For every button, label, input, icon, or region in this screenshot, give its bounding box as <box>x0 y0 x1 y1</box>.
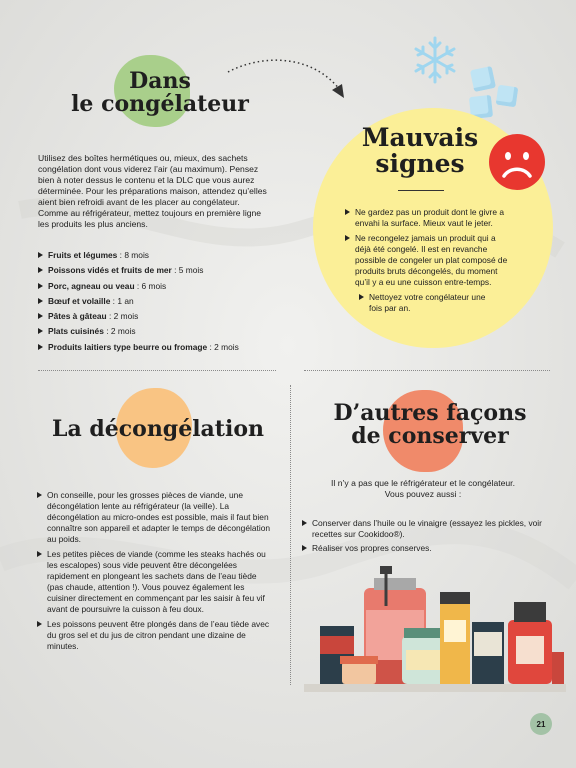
other-ways-title-line2: de conserver <box>351 423 509 450</box>
ice-cube-icon <box>470 66 496 92</box>
title-underline <box>398 190 444 191</box>
bad-signs-title-line1: Mauvais <box>361 123 479 152</box>
list-item: Plats cuisinés : 2 mois <box>38 326 288 337</box>
other-ways-title-line1: D’autres façons <box>333 400 527 426</box>
ice-cube-icon <box>496 85 519 108</box>
thawing-list <box>37 490 272 652</box>
list-item: Fruits et légumes : 8 mois <box>38 250 288 261</box>
list-item: On conseille, pour les grosses pièces de viande, une décongélation lente au réfrigérateur (la veille). La décongélation au micro-ondes est possible, mais il faut bien connaître son appareil et adapter le temps de décongélation au poids. <box>37 490 272 545</box>
other-ways-title <box>310 402 550 448</box>
list-item: Conserver dans l’huile ou le vinaigre (essayez les pickles, voir recettes sur Cookidoo®). <box>302 518 542 540</box>
vertical-divider <box>290 385 291 685</box>
freezer-title-line2: le congélateur <box>71 91 249 118</box>
bad-signs-title <box>340 125 500 178</box>
page-number-badge <box>530 713 552 735</box>
thawing-title: La décongélation <box>51 416 264 442</box>
freezer-intro: Utilisez des boîtes hermétiques ou, mieux, des sachets congélation dont vous viderez l’air (au maximum). Pensez bien à noter dessus le contenu et la DLC que vous aurez déterminée. Pour les préparations maison, attendez qu’elles aient bien refroidi avant de les placer au congélateur. Comme au réfrigérateur, mettez toujours en première ligne les produits les plus anciens. <box>38 153 267 229</box>
dotted-arrow <box>222 50 352 105</box>
list-item: Réaliser vos propres conserves. <box>302 543 542 554</box>
jars-illustration <box>304 566 566 696</box>
list-item: Ne recongelez jamais un produit qui a déjà été congelé. Il est en revanche possible de congeler un plat composé de produits bruts décongelés, du moment qu’il y a eu une cuisson entre-temps. <box>345 233 513 288</box>
other-ways-list <box>302 518 542 554</box>
list-item: Ne gardez pas un produit dont le givre a envahi la surface. Mieux vaut le jeter. <box>345 207 513 229</box>
page-number: 21 <box>536 719 546 729</box>
list-item: Pâtes à gâteau : 2 mois <box>38 311 288 322</box>
list-item: Nettoyez votre congélateur une fois par an. <box>345 292 513 314</box>
sad-face-icon <box>488 133 546 191</box>
snowflake-icon <box>410 35 460 85</box>
list-item: Poissons vidés et fruits de mer : 5 mois <box>38 265 288 276</box>
horizontal-divider <box>38 370 276 371</box>
freezer-title-line1: Dans <box>129 68 191 94</box>
list-item: Bœuf et volaille : 1 an <box>38 296 288 307</box>
list-item: Les poissons peuvent être plongés dans de l’eau tiède avec du gros sel et du jus de citron pendant une dizaine de minutes. <box>37 619 272 652</box>
other-ways-intro: Il n’y a pas que le réfrigérateur et le congélateur. Vous pouvez aussi : <box>331 478 515 499</box>
list-item: Produits laitiers type beurre ou fromage : 2 mois <box>38 342 288 353</box>
list-item: Les petites pièces de viande (comme les steaks hachés ou les escalopes) sous vide peuvent être décongelées rapidement en plongeant les sachets dans de l’eau tiède (pas chaude, attention !). Vous pouvez également les cuisiner directement en commençant par les saisir à feu vif avant de poursuivre la cuisson à feu doux. <box>37 549 272 615</box>
bad-signs-list <box>345 207 513 314</box>
bad-signs-title-line2: signes <box>375 149 465 179</box>
list-item: Porc, agneau ou veau : 6 mois <box>38 281 288 292</box>
horizontal-divider <box>304 370 550 371</box>
freezer-duration-list <box>38 250 288 357</box>
